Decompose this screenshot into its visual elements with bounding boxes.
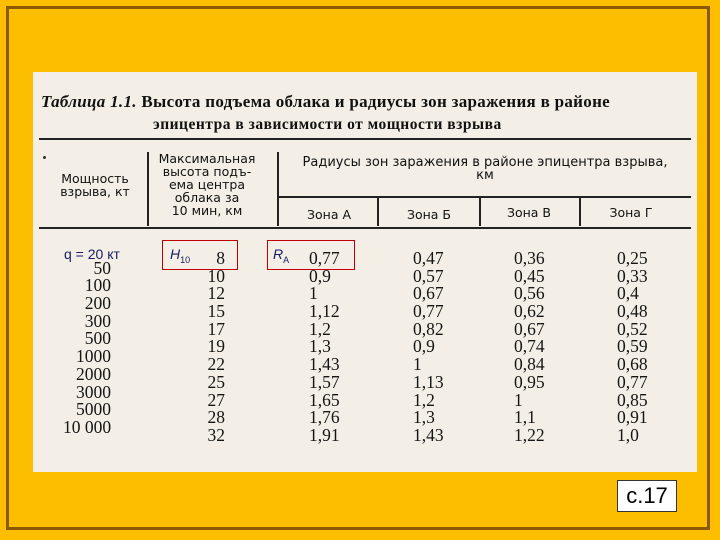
zone-a-cell: 1,3 bbox=[309, 336, 331, 357]
header-divider-2 bbox=[277, 152, 279, 226]
height-cell: 10 bbox=[207, 265, 225, 286]
ra-symbol: R bbox=[273, 246, 284, 262]
height-cell: 12 bbox=[207, 283, 225, 304]
zone-g-cell: 0,48 bbox=[617, 301, 648, 322]
column-height bbox=[193, 250, 225, 445]
header-height-line1: Максимальная bbox=[158, 151, 256, 166]
power-cell: 5000 bbox=[76, 399, 111, 420]
zone-g-cell: 0,77 bbox=[617, 371, 648, 392]
zone-v-cell: 0,62 bbox=[514, 301, 545, 322]
table-title-main: Высота подъема облака и радиусы зон заражения в районе bbox=[141, 92, 611, 111]
header-height-line3: ема центра bbox=[168, 177, 245, 192]
power-cell: 500 bbox=[84, 328, 111, 349]
zone-v-cell: 0,84 bbox=[514, 354, 545, 375]
height-cell: 19 bbox=[207, 336, 225, 357]
zone-g-cell: 0,68 bbox=[617, 354, 648, 375]
zone-a-cell: 1,2 bbox=[309, 318, 331, 339]
header-radius-group bbox=[285, 156, 685, 182]
h10-symbol: H bbox=[170, 246, 181, 262]
zone-v-cell: 0,56 bbox=[514, 283, 545, 304]
header-power bbox=[47, 172, 143, 198]
header-radius-line1: Радиусы зон заражения в районе эпицентра взрыва, bbox=[302, 155, 668, 170]
column-zone-g bbox=[617, 250, 677, 445]
zone-b-cell: 1,13 bbox=[413, 371, 444, 392]
header-divider-3 bbox=[377, 198, 379, 226]
zone-b-cell: 0,82 bbox=[413, 318, 444, 339]
power-cell: 2000 bbox=[76, 363, 111, 384]
header-zone-a: Зона А bbox=[306, 207, 352, 222]
header-zone-b: Зона Б bbox=[406, 207, 452, 222]
zone-b-cell: 0,9 bbox=[413, 336, 435, 357]
zone-g-cell: 0,52 bbox=[617, 318, 648, 339]
power-cell: 3000 bbox=[76, 381, 111, 402]
header-power-line1: Мощность bbox=[61, 171, 129, 186]
zone-a-cell: 1 bbox=[309, 283, 318, 304]
zone-header-rule bbox=[279, 196, 691, 198]
header-height-line4: облака за bbox=[174, 190, 240, 205]
zone-a-cell: 1,76 bbox=[309, 407, 340, 428]
zone-b-cell: 1,43 bbox=[413, 424, 444, 445]
h10-annotation bbox=[170, 246, 190, 265]
power-cell: 10 000 bbox=[63, 416, 112, 437]
zone-a-cell: 0,9 bbox=[309, 265, 331, 286]
zone-v-cell: 0,36 bbox=[514, 248, 545, 268]
zone-v-cell: 0,95 bbox=[514, 371, 545, 392]
zone-a-cell: 1,65 bbox=[309, 389, 340, 410]
column-zone-b bbox=[413, 250, 473, 445]
height-cell: 22 bbox=[207, 354, 225, 375]
header-height bbox=[149, 152, 265, 217]
zone-b-cell: 0,57 bbox=[413, 265, 444, 286]
zone-b-cell: 0,67 bbox=[413, 283, 444, 304]
header-radius-unit: км bbox=[476, 168, 494, 183]
header-height-line2: высота подъ- bbox=[162, 164, 252, 179]
zone-v-cell: 0,74 bbox=[514, 336, 545, 357]
h10-subscript: 10 bbox=[180, 254, 191, 265]
power-cell: 300 bbox=[84, 310, 111, 331]
zone-v-cell: 0,45 bbox=[514, 265, 545, 286]
zone-b-cell: 0,47 bbox=[413, 248, 444, 268]
zone-a-cell: 0,77 bbox=[309, 248, 340, 268]
height-cell: 15 bbox=[207, 301, 225, 322]
height-cell: 25 bbox=[207, 371, 225, 392]
zone-v-cell: 0,67 bbox=[514, 318, 545, 339]
column-power bbox=[63, 242, 111, 437]
height-cell: 8 bbox=[216, 248, 225, 268]
header-bottom-rule bbox=[39, 227, 691, 229]
column-zone-a bbox=[309, 250, 369, 445]
column-zone-v bbox=[514, 250, 574, 445]
zone-g-cell: 0,59 bbox=[617, 336, 648, 357]
page-reference-badge: с.17 bbox=[617, 480, 677, 512]
zone-a-cell: 1,43 bbox=[309, 354, 340, 375]
zone-b-cell: 0,77 bbox=[413, 301, 444, 322]
zone-a-cell: 1,12 bbox=[309, 301, 340, 322]
scan-speck bbox=[43, 156, 46, 159]
header-height-line5: 10 мин, км bbox=[171, 203, 243, 218]
height-cell: 17 bbox=[207, 318, 225, 339]
power-cell: 200 bbox=[84, 293, 111, 314]
power-cell: 1000 bbox=[76, 346, 111, 367]
header-power-line2: взрыва, кт bbox=[60, 184, 130, 199]
zone-v-cell: 1,1 bbox=[514, 407, 536, 428]
zone-b-cell: 1 bbox=[413, 354, 422, 375]
power-cell: 50 bbox=[93, 257, 111, 278]
zone-v-cell: 1 bbox=[514, 389, 523, 410]
height-cell: 28 bbox=[207, 407, 225, 428]
zone-a-cell: 1,91 bbox=[309, 424, 340, 445]
table-scan bbox=[33, 72, 697, 472]
power-cell: 100 bbox=[84, 275, 111, 296]
zone-b-cell: 1,2 bbox=[413, 389, 435, 410]
header-divider-4 bbox=[479, 198, 481, 226]
zone-g-cell: 0,33 bbox=[617, 265, 648, 286]
zone-v-cell: 1,22 bbox=[514, 424, 545, 445]
zone-a-cell: 1,57 bbox=[309, 371, 340, 392]
zone-g-cell: 0,25 bbox=[617, 248, 648, 268]
q-annotation: q = 20 кт bbox=[64, 246, 120, 262]
table-title bbox=[41, 92, 610, 112]
zone-g-cell: 0,91 bbox=[617, 407, 648, 428]
zone-g-cell: 0,85 bbox=[617, 389, 648, 410]
header-divider-5 bbox=[579, 198, 581, 226]
zone-g-cell: 0,4 bbox=[617, 283, 639, 304]
ra-annotation bbox=[273, 246, 289, 265]
header-zone-g: Зона Г bbox=[609, 205, 653, 220]
zone-g-cell: 1,0 bbox=[617, 424, 639, 445]
table-title-line2: эпицентра в зависимости от мощности взрыва bbox=[153, 116, 502, 133]
zone-b-cell: 1,3 bbox=[413, 407, 435, 428]
height-cell: 32 bbox=[207, 424, 225, 445]
table-title-lead: Таблица 1.1. bbox=[41, 92, 137, 111]
header-divider-1 bbox=[147, 152, 149, 226]
ra-subscript: A bbox=[283, 254, 290, 265]
header-zone-v: Зона В bbox=[506, 205, 552, 220]
height-cell: 27 bbox=[207, 389, 225, 410]
title-rule bbox=[39, 138, 691, 140]
